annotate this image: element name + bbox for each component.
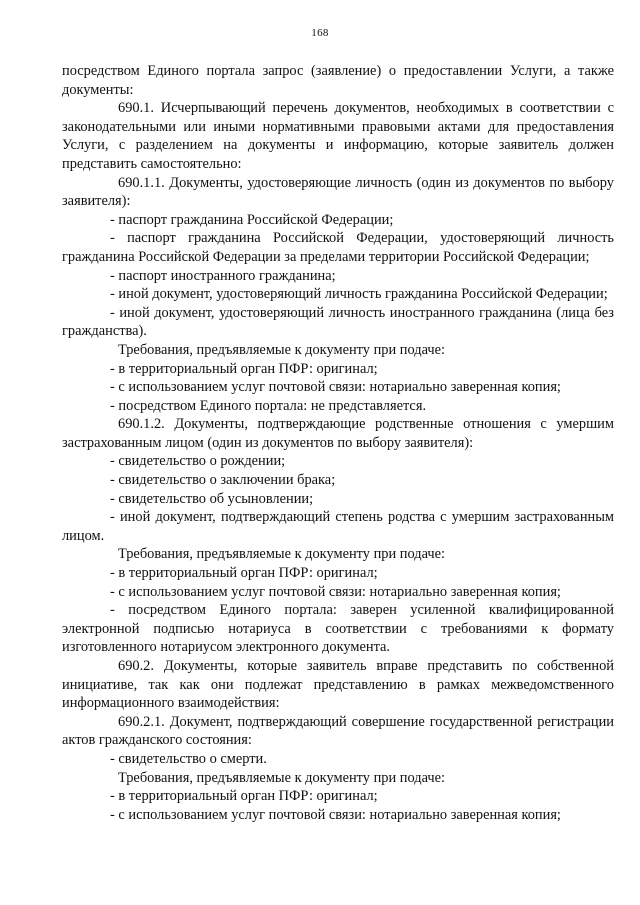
list-item: - свидетельство об усыновлении; bbox=[110, 490, 314, 507]
section-690-2: 690.2. Документы, которые заявитель вправе представить по собственной инициативе, так как они подлежат представлению в рамках межведомственного информационного взаимодействия: bbox=[62, 658, 614, 712]
list-item: - в территориальный орган ПФР: оригинал; bbox=[110, 360, 378, 377]
list-item: - посредством Единого портала: заверен усиленной квалифицированной электронной подписью нотариуса в соответствии с требованиями к формату изготовленного нотариусом электронного документа. bbox=[62, 602, 614, 656]
document-body bbox=[62, 62, 614, 824]
list-item: - свидетельство о рождении; bbox=[110, 453, 286, 470]
list-item: - иной документ, удостоверяющий личность гражданина Российской Федерации; bbox=[110, 286, 608, 303]
section-690-1-1: 690.1.1. Документы, удостоверяющие личность (один из документов по выбору заявителя): bbox=[62, 174, 614, 210]
list-item: - свидетельство о заключении брака; bbox=[110, 472, 336, 489]
list-item: - с использованием услуг почтовой связи: нотариально заверенная копия; bbox=[110, 379, 561, 396]
list-item: - иной документ, подтверждающий степень родства с умершим застрахованным лицом. bbox=[62, 509, 614, 544]
paragraph: посредством Единого портала запрос (заявление) о предоставлении Услуги, а также документы: bbox=[62, 63, 614, 98]
list-item: - в территориальный орган ПФР: оригинал; bbox=[110, 565, 378, 582]
list-item: - с использованием услуг почтовой связи: нотариально заверенная копия; bbox=[110, 583, 561, 600]
list-item: - паспорт гражданина Российской Федерации, удостоверяющий личность гражданина Российской Федерации за пределами территории Российской Федерации; bbox=[62, 230, 614, 265]
list-item: - свидетельство о смерти. bbox=[110, 750, 267, 767]
section-690-2-1: 690.2.1. Документ, подтверждающий совершение государственной регистрации актов гражданского состояния: bbox=[62, 713, 614, 749]
requirements-heading: Требования, предъявляемые к документу при подаче: bbox=[118, 769, 445, 786]
requirements-heading: Требования, предъявляемые к документу при подаче: bbox=[118, 341, 445, 358]
list-item: - в территориальный орган ПФР: оригинал; bbox=[110, 788, 378, 805]
requirements-heading: Требования, предъявляемые к документу при подаче: bbox=[118, 546, 445, 563]
page-number: 168 bbox=[311, 27, 329, 39]
section-690-1-2: 690.1.2. Документы, подтверждающие родственные отношения с умершим застрахованным лицом (один из документов по выбору заявителя): bbox=[62, 416, 614, 451]
list-item: - с использованием услуг почтовой связи: нотариально заверенная копия; bbox=[110, 806, 561, 823]
list-item: - иной документ, удостоверяющий личность иностранного гражданина (лица без гражданства). bbox=[62, 304, 614, 340]
list-item: - паспорт гражданина Российской Федерации; bbox=[110, 211, 394, 228]
list-item: - паспорт иностранного гражданина; bbox=[110, 267, 336, 284]
section-690-1: 690.1. Исчерпывающий перечень документов, необходимых в соответствии с законодательными или иными нормативными правовыми актами для предоставления Услуги, с разделением на документы и информацию, которые заявитель должен представить самостоятельно: bbox=[62, 100, 614, 172]
list-item: - посредством Единого портала: не представляется. bbox=[110, 397, 427, 414]
